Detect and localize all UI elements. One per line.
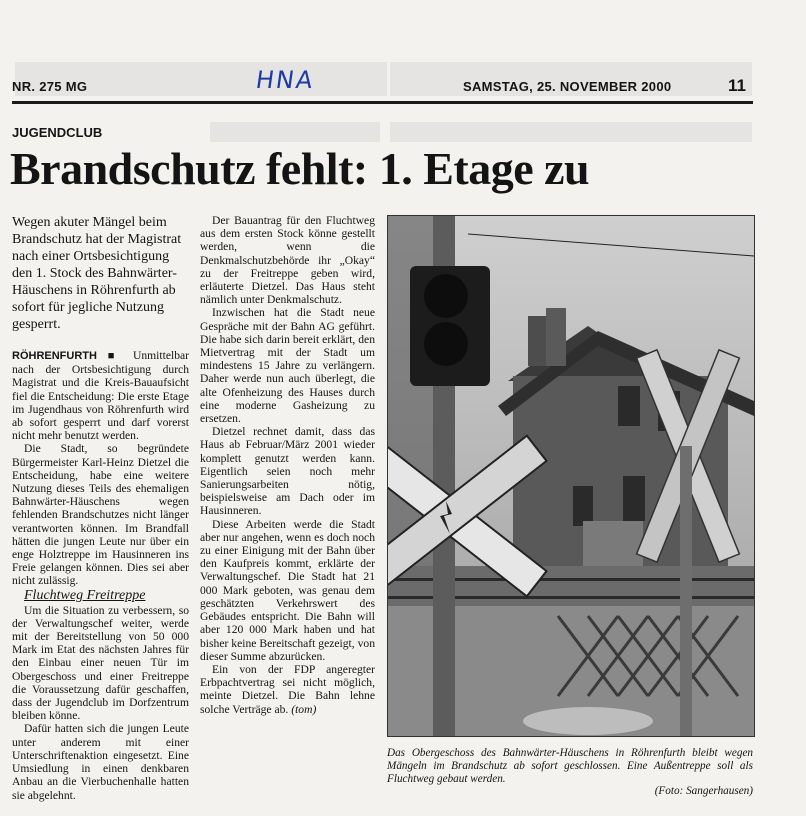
article-column-1 bbox=[12, 349, 189, 802]
article-photo bbox=[387, 215, 755, 737]
article-lead: Wegen akuter Mängel beim Brandschutz hat der Magistrat nach einer Ortsbesichtigung den 1. Stock des Bahnwärter-Häuschens in Röhrenfurth ab sofort für jegliche Nutzung gesperrt. bbox=[12, 215, 182, 332]
article-paragraph: Dafür hatten sich die jungen Leute unter anderem mit einer Unterschriftenaktion eingesetzt. Eine Umsiedlung in einen denkbaren Anbau an die Vierbuchenhalle hatten sie abgelehnt. bbox=[12, 722, 189, 802]
paragraph-text: Unmittelbar nach der Ortsbesichtigung durch Magistrat und die Kreis-Bauaufsicht fiel die Entscheidung: Die erste Etage im Jugendhaus von Röhrenfurth wird ab sofort gesperrt und darf vorerst nicht mehr benutzt werden. bbox=[12, 349, 190, 443]
article-paragraph: Die Stadt, so begründete Bürgermeister Karl-Heinz Dietzel die Entscheidung, habe eine weitere Nutzung dieses Teils des ehemaligen Bahnwärter-Häuschens wegen fehlenden Brandschutzes nicht länger verantworten können. Im Brandfall hätten die jungen Leute nur über ein enge Holztreppe im Hausinneren ins Freie gelangen können. Dies sei aber nicht zulässig. bbox=[12, 442, 189, 588]
header-rule bbox=[12, 101, 753, 104]
article-paragraph: Um die Situation zu verbessern, so der Verwaltungschef weiter, werde mit der Bereitstellung von 50 000 Mark im Etat des nächsten Jahres für den Einbau einer neuen Tür im Obergeschoss und einer Freitreppe die Voraussetzung dafür geschaffen, dass der Jugendclub im Dorfzentrum bleiben könne. bbox=[12, 603, 189, 723]
article-paragraph: Inzwischen hat die Stadt neue Gespräche mit der Bahn AG geführt. Die habe sich darin bereit erklärt, den Mietvertrag mit der Stadt um mindestens 15 Jahre zu verlängern. Daher werde nun auch überlegt, die alte Ofenheizung des Hauses durch eine moderne Gasheizung zu ersetzen. bbox=[200, 306, 375, 426]
article-paragraph: Der Bauantrag für den Fluchtweg aus dem ersten Stock könne gestellt werden, wenn die Denkmalschutzbehörde ihr „Okay“ zu der Freitreppe geben wird, erläuterte Dietzel. Das Haus steht nämlich unter Denkmalschutz. bbox=[200, 214, 375, 307]
article-column-2 bbox=[200, 214, 375, 716]
article-paragraph bbox=[12, 349, 189, 442]
photo-credit: (Foto: Sangerhausen) bbox=[654, 785, 753, 797]
paragraph-text: Ein von der FDP angeregter Erbpachtvertrag sei nicht möglich, meinte Dietzel. Die Bahn lehne solche Verträge ab. bbox=[200, 662, 375, 716]
article-kicker: JUGENDCLUB bbox=[12, 125, 103, 140]
page-number: 11 bbox=[728, 76, 746, 95]
article-subhead: Fluchtweg Freitreppe bbox=[24, 587, 146, 603]
author-signature: (tom) bbox=[291, 702, 317, 716]
article-paragraph: Dietzel rechnet damit, dass das Haus ab Februar/März 2001 wieder komplett genutzt werden kann. Eigentlich seien noch mehr Sanierungsarbeiten nötig, beispielsweise am Dach oder im Hausinneren. bbox=[200, 425, 375, 518]
article-headline: Brandschutz fehlt: 1. Etage zu bbox=[10, 143, 590, 194]
photo-caption: Das Obergeschoss des Bahnwärter-Häuschens in Röhrenfurth bleibt wegen Mängeln im Brandschutz ab sofort geschlossen. Eine Außentreppe soll als Fluchtweg gebaut werden. bbox=[387, 747, 753, 785]
dateline: RÖHRENFURTH ■ bbox=[12, 350, 123, 362]
article-paragraph: Diese Arbeiten werde die Stadt aber nur angehen, wenn es doch noch zu einer Einigung mit der Bahn über den Kaufpreis kommt, erklärte der Verwaltungschef. Die Stadt hat 21 000 Mark geboten, was genau dem geschätzten Verkehrswert des Gebäudes entspricht. Die Bahn will aber 120 000 Mark haben und hat bisher keine Bereitschaft gezeigt, von dieser Summe abzurücken. bbox=[200, 517, 375, 663]
page-header bbox=[0, 0, 806, 110]
railway-crossing-photo bbox=[388, 216, 754, 736]
bleed-through-strip bbox=[390, 122, 752, 142]
article-paragraph bbox=[200, 663, 375, 716]
bleed-through-strip bbox=[210, 122, 380, 142]
issue-date: SAMSTAG, 25. NOVEMBER 2000 bbox=[463, 79, 672, 94]
newspaper-logo: HNA bbox=[254, 66, 317, 94]
issue-number: NR. 275 MG bbox=[12, 79, 88, 94]
